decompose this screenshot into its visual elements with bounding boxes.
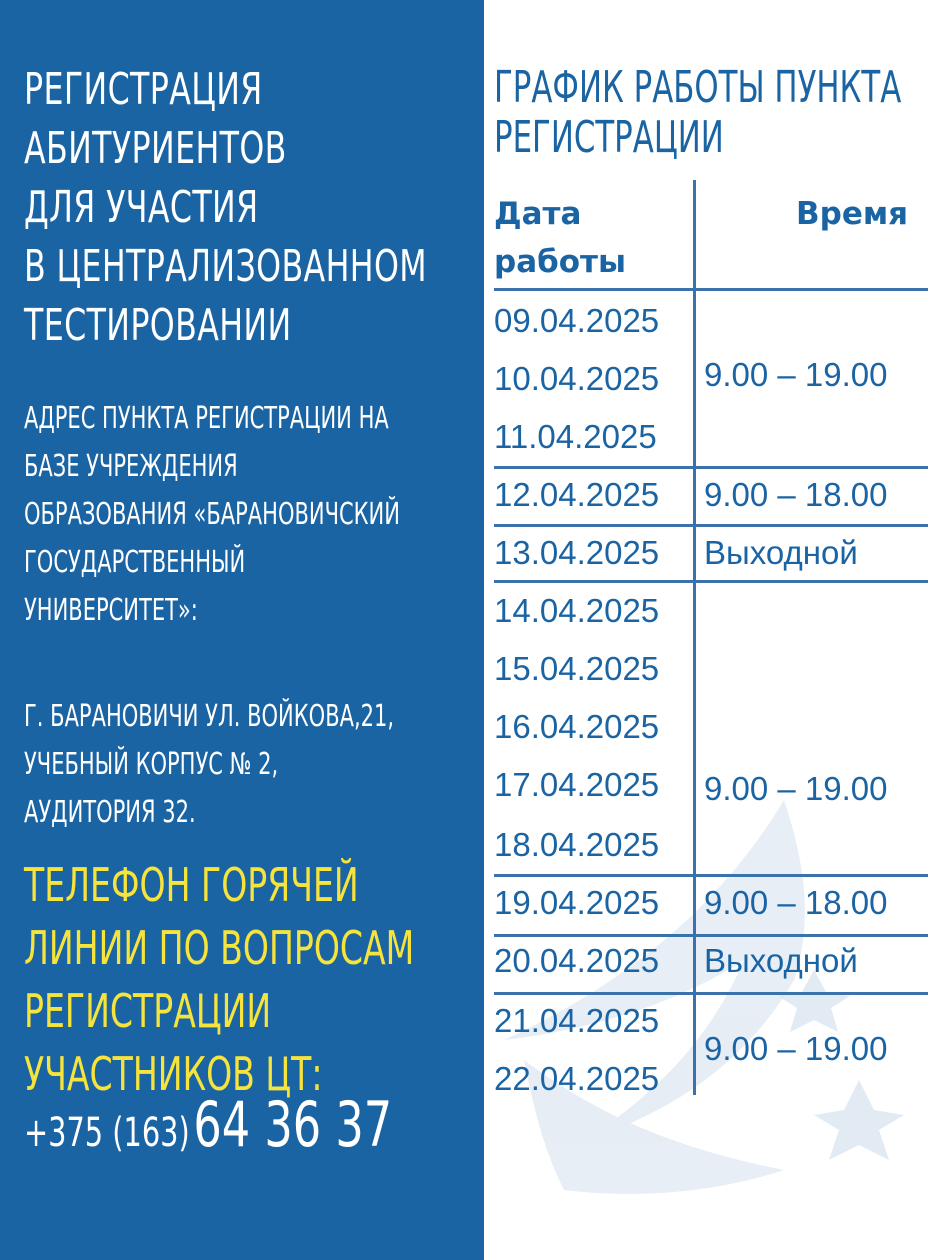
title-line-5: ТЕСТИРОВАНИИ	[24, 300, 292, 351]
phone-number: 64 36 37	[193, 1088, 393, 1161]
location-line-1: Г. БАРАНОВИЧИ УЛ. ВОЙКОВА,21,	[24, 699, 395, 734]
row-divider	[494, 288, 928, 291]
schedule-title-line-2: РЕГИСТРАЦИИ	[494, 112, 724, 163]
hotline-phone	[24, 1088, 392, 1161]
address-line-1: АДРЕС ПУНКТА РЕГИСТРАЦИИ НА	[24, 401, 389, 436]
hotline-line-2: ЛИНИИ ПО ВОПРОСАМ	[24, 921, 415, 975]
date-cell: 22.04.2025	[494, 1060, 660, 1097]
row-divider	[494, 992, 928, 995]
header-date-line-2: работы	[494, 244, 627, 280]
header-time: Время	[796, 196, 909, 232]
date-cell: 09.04.2025	[494, 302, 660, 339]
schedule-title-line-1: ГРАФИК РАБОТЫ ПУНКТА	[494, 62, 902, 113]
date-cell: 17.04.2025	[494, 766, 660, 803]
phone-prefix: +375 (163)	[24, 1110, 190, 1156]
row-divider	[494, 466, 928, 469]
time-cell: 9.00 – 18.00	[704, 476, 888, 513]
date-cell: 21.04.2025	[494, 1002, 660, 1039]
time-cell: 9.00 – 18.00	[704, 884, 888, 921]
hotline-line-3: РЕГИСТРАЦИИ	[24, 984, 272, 1038]
date-cell: 19.04.2025	[494, 884, 660, 921]
row-divider	[494, 874, 928, 877]
date-cell: 16.04.2025	[494, 708, 660, 745]
date-cell: 13.04.2025	[494, 534, 660, 571]
date-cell: 11.04.2025	[494, 418, 657, 455]
location-line-3: АУДИТОРИЯ 32.	[24, 795, 196, 830]
hotline-line-4: УЧАСТНИКОВ ЦТ:	[24, 1047, 323, 1101]
date-cell: 10.04.2025	[494, 360, 660, 397]
date-cell: 12.04.2025	[494, 476, 660, 513]
row-divider	[494, 524, 928, 527]
column-divider	[693, 180, 696, 1095]
address-line-4: ГОСУДАРСТВЕННЫЙ	[24, 545, 246, 580]
title-line-4: В ЦЕНТРАЛИЗОВАННОМ	[24, 241, 427, 292]
address-line-3: ОБРАЗОВАНИЯ «БАРАНОВИЧСКИЙ	[24, 497, 400, 532]
row-divider	[494, 580, 928, 583]
address-line-2: БАЗЕ УЧРЕЖДЕНИЯ	[24, 449, 238, 484]
time-cell: 9.00 – 19.00	[704, 356, 888, 393]
location-line-2: УЧЕБНЫЙ КОРПУС № 2,	[24, 747, 279, 782]
title-line-2: АБИТУРИЕНТОВ	[24, 123, 287, 174]
row-divider	[494, 934, 928, 937]
time-cell: 9.00 – 19.00	[704, 770, 888, 807]
title-line-1: РЕГИСТРАЦИЯ	[24, 64, 263, 115]
time-cell: Выходной	[704, 942, 858, 979]
date-cell: 14.04.2025	[494, 592, 660, 629]
date-cell: 20.04.2025	[494, 942, 660, 979]
time-cell: 9.00 – 19.00	[704, 1030, 888, 1067]
date-cell: 18.04.2025	[494, 826, 660, 863]
address-line-5: УНИВЕРСИТЕТ»:	[24, 593, 198, 628]
title-line-3: ДЛЯ УЧАСТИЯ	[24, 182, 259, 233]
date-cell: 15.04.2025	[494, 650, 660, 687]
time-cell: Выходной	[704, 534, 858, 571]
header-date-line-1: Дата	[494, 196, 582, 232]
hotline-line-1: ТЕЛЕФОН ГОРЯЧЕЙ	[24, 858, 359, 912]
